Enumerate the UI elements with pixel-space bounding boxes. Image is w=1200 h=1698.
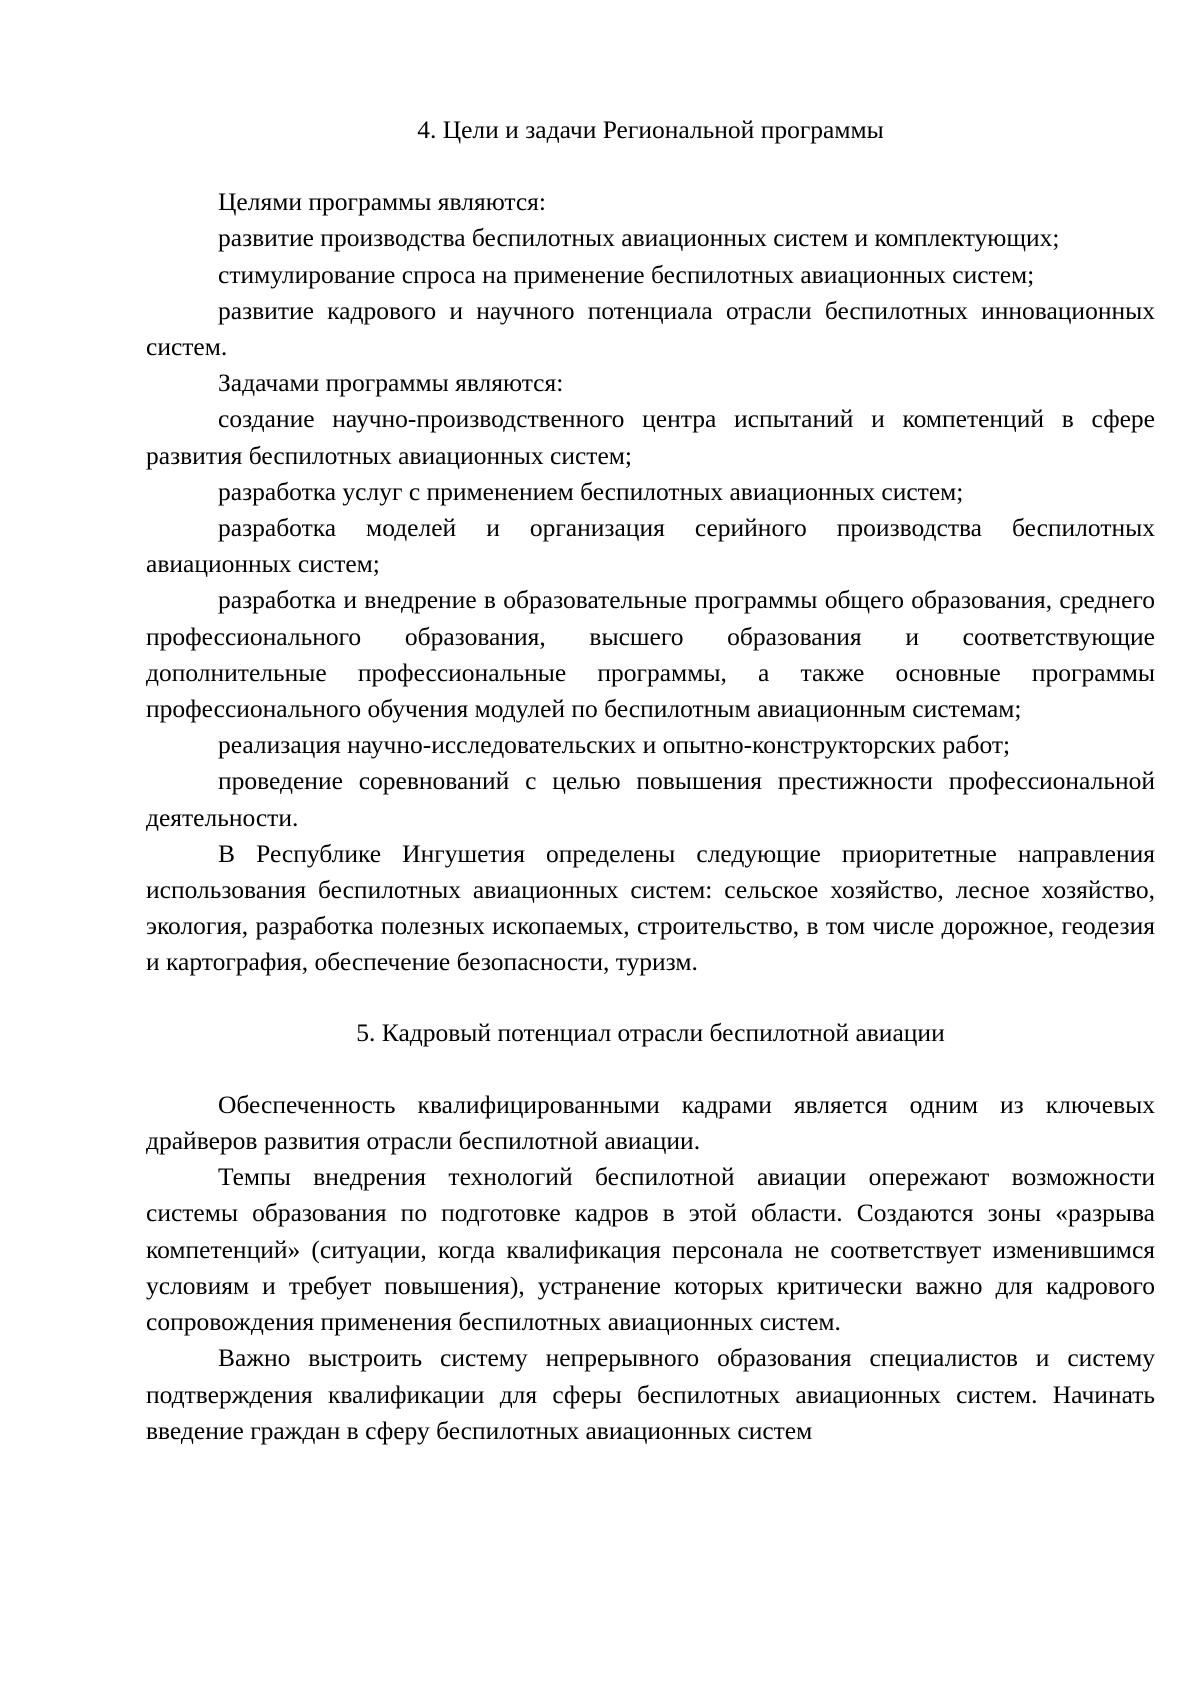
section-4-body — [146, 184, 1155, 980]
paragraph: создание научно-производственного центра испытаний и компетенций в сфере развития беспилотных авиационных систем; — [146, 404, 1155, 470]
document-body — [146, 112, 1155, 1449]
paragraph: реализация научно-исследовательских и опытно-конструкторских работ; — [218, 730, 1011, 760]
section-4-title: 4. Цели и задачи Региональной программы — [417, 115, 884, 144]
paragraph: Задачами программы являются: — [218, 368, 564, 398]
paragraph: Целями программы являются: — [218, 187, 546, 217]
paragraph: стимулирование спроса на применение беспилотных авиационных систем; — [218, 259, 1035, 289]
paragraph: Важно выстроить систему непрерывного образования специалистов и систему подтверждения квалификации для сферы беспилотных авиационных систем. Начинать введение граждан в сферу беспилотных авиационных систем — [146, 1343, 1155, 1445]
paragraph: разработка и внедрение в образовательные программы общего образования, среднего профессионального образования, высшего образования и соответствующие дополнительные профессиональные программы, а также основные программы профессионального обучения модулей по беспилотным авиационным системам; — [146, 585, 1155, 724]
paragraph: разработка моделей и организация серийного производства беспилотных авиационных систем; — [146, 513, 1155, 579]
paragraph: Темпы внедрения технологий беспилотной авиации опережают возможности системы образования по подготовке кадров в этой области. Создаются зоны «разрыва компетенций» (ситуации, когда квалификация персонала не соответствует изменившимся условиям и требует повышения), устранение которых критически важно для кадрового сопровождения применения беспилотных авиационных систем. — [146, 1162, 1155, 1337]
section-5-title: 5. Кадровый потенциал отрасли беспилотной авиации — [356, 1017, 945, 1047]
paragraph: В Республике Ингушетия определены следующие приоритетные направления использования беспилотных авиационных систем: сельское хозяйство, лесное хозяйство, экология, разработка полезных ископаемых, строительство, в том числе дорожное, геодезия и картография, обеспечение безопасности, туризм. — [146, 838, 1155, 977]
section-5-body — [146, 1087, 1155, 1449]
paragraph: проведение соревнований с целью повышения престижности профессиональной деятельности. — [146, 766, 1155, 832]
paragraph: разработка услуг с применением беспилотных авиационных систем; — [218, 476, 964, 506]
paragraph: развитие производства беспилотных авиационных систем и комплектующих; — [218, 223, 1060, 253]
paragraph: развитие кадрового и научного потенциала отрасли беспилотных инновационных систем. — [146, 295, 1155, 362]
paragraph: Обеспеченность квалифицированными кадрами является одним из ключевых драйверов развития отрасли беспилотной авиации. — [146, 1089, 1155, 1156]
